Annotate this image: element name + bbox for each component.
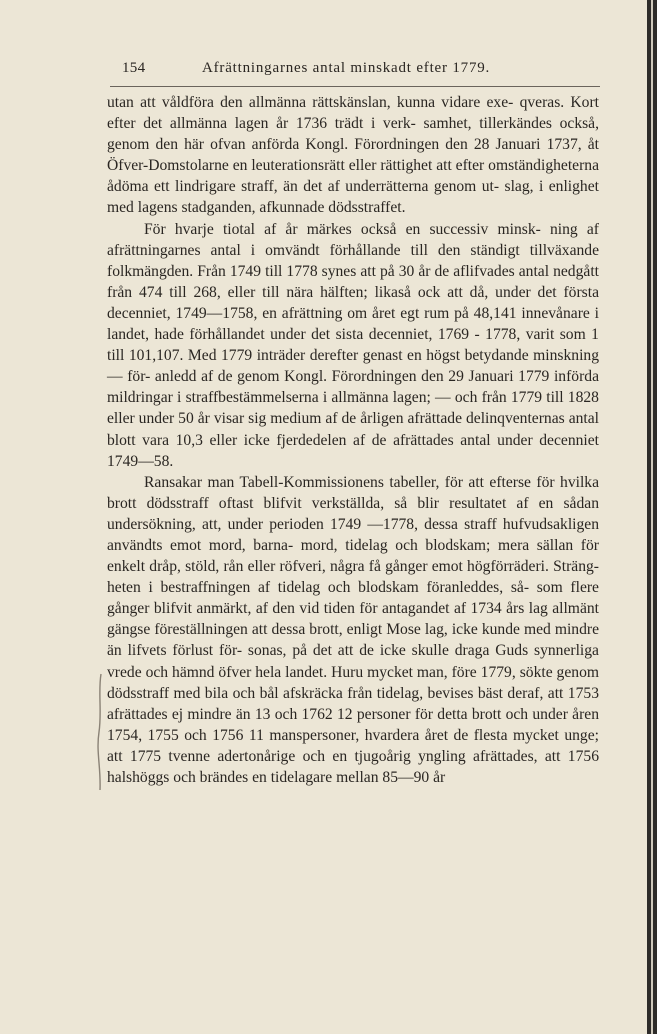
text-line: stöld, rån eller röfveri, några få gånger emot högförräderi. Sträng-	[185, 558, 599, 576]
body-text	[107, 92, 599, 788]
text-line: att 1775 tvenne adertonårige och en tjugoårig yngling afrättades,	[107, 747, 545, 765]
text-line: — och från 1779 till 1828 eller under 50 år visar sig medium	[107, 389, 599, 428]
text-line: samhet, tillerkändes också, genom den här ofvan anförda Kongl.	[107, 115, 599, 154]
text-line: Förordningen den 28 Januari 1737, åt Öfver-Domstolarne	[107, 136, 599, 175]
text-line: qveras. Kort efter det allmänna lagen år 1736 trädt i verk-	[107, 94, 600, 133]
text-line: ning af afrättningarnes antal i omvändt förhållande	[107, 220, 599, 259]
paragraph-3	[107, 472, 599, 788]
text-line: Ransakar man Tabell-Kommissionens tabeller, för att efterse	[144, 473, 537, 491]
text-line: resultatet af en sådan undersökning, att, under perioden 1749	[107, 494, 599, 533]
text-line: ådöma ett lindrigare straff, än det af underrätterna genom ut-	[107, 178, 505, 196]
paragraph-2	[107, 219, 599, 472]
page-header	[122, 60, 600, 80]
text-line: en leuterationsrätt eller rättighet att efter omständigheterna	[232, 157, 599, 175]
text-line: på 48,141 innevånare i landet, hade förhållandet under det sista	[107, 304, 599, 344]
text-line: och hämnd öfver hela landet. Huru mycket man, före 1779,	[145, 663, 520, 681]
paragraph-1	[107, 92, 599, 219]
text-line: anledd af de genom Kongl. Förordningen den 29 Januari	[154, 368, 519, 386]
page-number: 154	[122, 60, 146, 76]
text-line: till 1778 synes att på 30 år de aflifvades antal nedgått från	[107, 262, 599, 301]
text-line: af 1734 års lag allmänt gängse föreställningen att dessa brott,	[107, 600, 599, 639]
text-line: icke fjerdedelen af de afrättades antal under decenniet 1749—58.	[107, 431, 599, 470]
text-line: att 1756 halshöggs och brändes en tidelagare mellan 85—90 år	[107, 747, 599, 786]
text-line: 1779 införda mildringar i straffbestämmelserna i allmänna lagen;	[107, 368, 599, 407]
text-line: bevises bäst deraf, att 1753 afrättades ej mindre än 13 och 1762	[107, 684, 599, 723]
text-line: decenniet, 1769 - 1778, varit som 1 till 101,107. Med 1779	[107, 326, 599, 365]
text-line: mord, tidelag och blodskam; mera sällan för enkelt dråp,	[107, 536, 599, 576]
text-line: sonas, på det att de icke skulle draga Guds synnerliga vrede	[107, 642, 599, 681]
text-line: 12 personer för detta brott och under åren 1754, 1755 och	[107, 705, 599, 744]
text-line: inträder derefter genast en högst betydande minskning — för-	[107, 347, 599, 386]
margin-pencil-marks	[92, 672, 106, 792]
text-line: —1778, dessa straff hufvudsakligen användts emot mord, barna-	[107, 515, 599, 554]
text-line: 474 till 268, eller till nära hälften; likaså ock att då, under det	[138, 283, 564, 301]
page-edge-highlight	[651, 0, 653, 1034]
text-line: För hvarje tiotal af år märkes också en successiv minsk-	[144, 220, 550, 238]
text-line: slag, i enlighet med lagens stadganden, afkunnade dödsstraffet.	[107, 178, 599, 217]
text-line: sökte genom dödsstraff med bila och bål afskräcka från tidelag,	[107, 663, 600, 702]
text-line: af de årligen afrättade delinqventernas antal blott vara 10,3 eller	[107, 410, 599, 449]
text-line: till den ständigt tillväxande folkmängden. Från 1749	[107, 241, 600, 280]
text-line: som flere gånger blifvit anmärkt, af den vid tiden för antagandet	[107, 579, 599, 618]
text-line: för hvilka brott dödsstraff oftast blifvit verkställda, så blir	[107, 473, 599, 512]
header-rule	[110, 86, 600, 87]
running-title: Afrättningarnes antal minskadt efter 1779.	[202, 60, 491, 76]
text-line: heten i bestraffningen af tidelag och blodskam föranleddes, så-	[107, 579, 537, 597]
text-line: 1756 11 manspersoner, hvardera året de flesta mycket unge;	[212, 726, 599, 744]
text-line: enligt Mose lag, icke kunde med mindre än lifvets förlust för-	[107, 621, 599, 660]
text-line: första decenniet, 1749—1758, en afrättning om året egt rum	[107, 283, 599, 322]
text-line: utan att våldföra den allmänna rättskänslan, kunna vidare exe-	[107, 94, 520, 111]
